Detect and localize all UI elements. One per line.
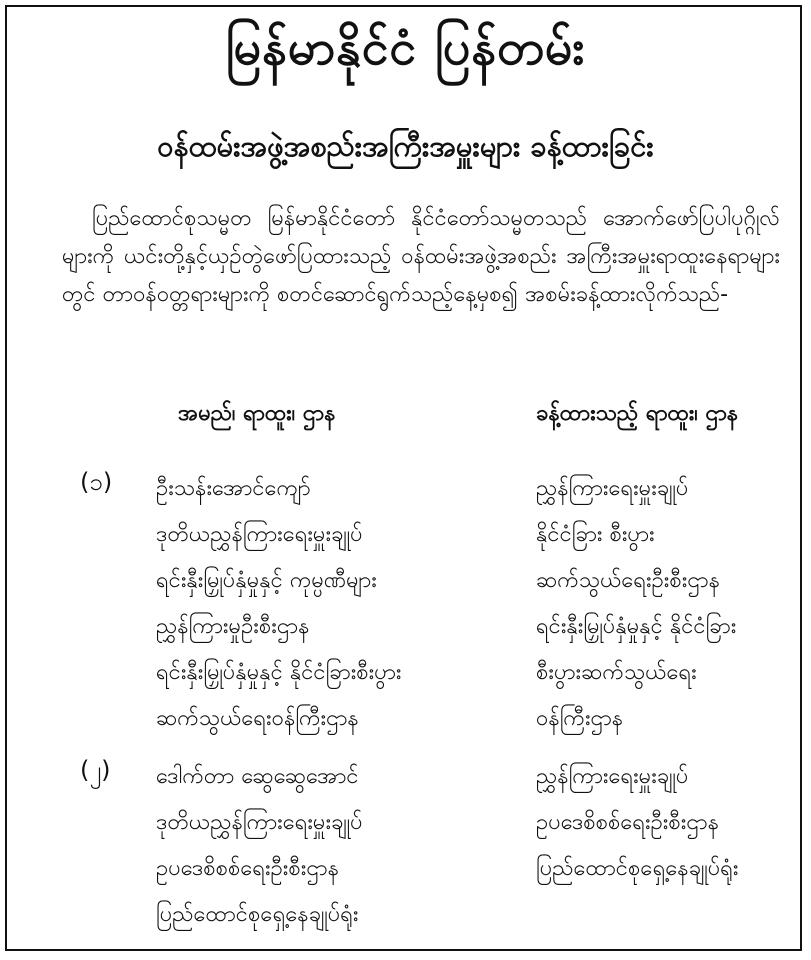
appointed-position-lines [536, 754, 738, 892]
current-line: ညွှန်ကြားမှုဦးစီးဌာန [156, 614, 310, 639]
current-line: ရင်းနှီးမြှုပ်နှံမှုနှင့် ကုမ္ပဏီများ [156, 568, 377, 593]
page-subtitle: ဝန်ထမ်းအဖွဲ့အစည်းအကြီးအမှူးများ ခန့်ထားခြင်း [157, 129, 654, 163]
current-line: ဒုတိယညွှန်ကြားရေးမှူးချုပ် [156, 810, 363, 835]
current-position-lines [156, 466, 401, 742]
appointed-line: ဆက်သွယ်ရေးဦးစီးဌာန [536, 568, 720, 593]
appointed-position-lines [536, 466, 736, 742]
intro-paragraph [62, 200, 780, 314]
page-title: မြန်မာနိုင်ငံ ပြန်တမ်း [225, 20, 586, 76]
column-header-appointed: ခန့်ထားသည့် ရာထူး၊ ဌာန [536, 401, 739, 426]
current-line: ဦးသန်းအောင်ကျော် [156, 476, 311, 501]
appointed-line: ညွှန်ကြားရေးမှူးချုပ် [536, 764, 689, 789]
current-line: ဒေါက်တာ ဆွေဆွေအောင် [156, 764, 359, 789]
appointed-line: ဥပဒေစိစစ်ရေးဦးစီးဌာန [536, 810, 719, 835]
current-position-lines [156, 754, 363, 938]
entry-number: (၂) [80, 756, 111, 784]
appointed-line: နိုင်ငံခြား စီးပွား [536, 522, 655, 547]
intro-text: ပြည်ထောင်စုသမ္မတ မြန်မာနိုင်ငံတော် နိုင်ငံတော်သမ္မတသည် အောက်ဖော်ပြပါပုဂ္ဂိုလ်များကို ယင်းတို့နှင့်ယှဉ်တွဲဖော်ပြထားသည့် ဝန်ထမ်းအဖွဲ့အစည်း အကြီးအမှူးရာထူးနေရာများတွင် တာဝန်ဝတ္တရားများကို စတင်ဆောင်ရွက်သည့်နေ့မှစ၍ အစမ်းခန့်ထားလိုက်သည်- [62, 206, 780, 307]
appointed-line: စီးပွားဆက်သွယ်ရေး [536, 660, 697, 685]
appointed-line: ညွှန်ကြားရေးမှူးချုပ် [536, 476, 689, 501]
current-line: ပြည်ထောင်စုရှေ့နေချုပ်ရုံး [156, 902, 359, 927]
appointed-line: ရင်းနှီးမြှုပ်နှံမှုနှင့် နိုင်ငံခြား [536, 614, 737, 639]
current-line: ဒုတိယညွှန်ကြားရေးမှူးချုပ် [156, 522, 363, 547]
entry-number: (၁) [80, 468, 113, 496]
current-line: ဥပဒေစိစစ်ရေးဦးစီးဌာန [156, 856, 339, 881]
current-line: ဆက်သွယ်ရေးဝန်ကြီးဌာန [156, 706, 359, 731]
column-header-current: အမည်၊ ရာထူး၊ ဌာန [178, 401, 336, 426]
appointed-line: ဝန်ကြီးဌာန [536, 706, 624, 731]
appointed-line: ပြည်ထောင်စုရှေ့နေချုပ်ရုံး [536, 856, 739, 881]
current-line: ရင်းနှီးမြှုပ်နှံမှုနှင့် နိုင်ငံခြားစီးပွား [156, 660, 402, 685]
